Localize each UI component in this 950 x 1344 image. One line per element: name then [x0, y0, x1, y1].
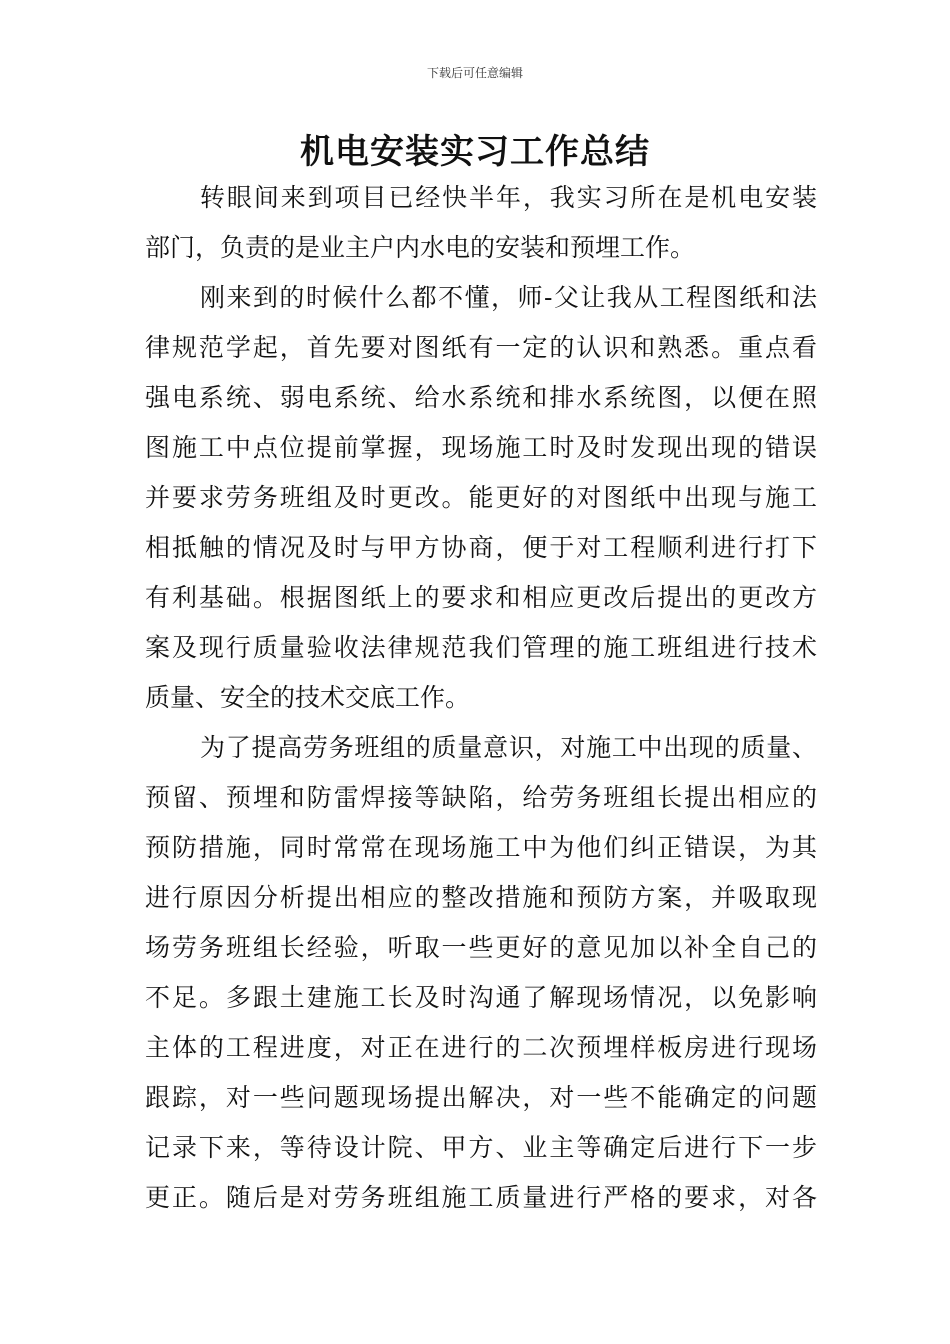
paragraph-line: 刚来到的时候什么都不懂，师-父让我从工程图纸和法 — [200, 283, 817, 312]
paragraph-line: 有利基础。根据图纸上的要求和相应更改后提出的更改方 — [145, 583, 817, 612]
paragraph-1 — [145, 173, 817, 273]
paragraph-line: 记录下来，等待设计院、甲方、业主等确定后进行下一步 — [145, 1133, 817, 1162]
paragraph-3 — [145, 723, 817, 1223]
paragraph-line: 进行原因分析提出相应的整改措施和预防方案，并吸取现 — [145, 883, 817, 912]
paragraph-line: 律规范学起，首先要对图纸有一定的认识和熟悉。重点看 — [145, 333, 817, 362]
paragraph-line: 跟踪，对一些问题现场提出解决，对一些不能确定的问题 — [145, 1083, 817, 1112]
paragraph-line: 预留、预埋和防雷焊接等缺陷，给劳务班组长提出相应的 — [145, 783, 817, 812]
document-title: 机电安装实习工作总结 — [300, 132, 650, 172]
paragraph-line: 并要求劳务班组及时更改。能更好的对图纸中出现与施工 — [145, 483, 817, 512]
paragraph-line: 部门，负责的是业主户内水电的安装和预埋工作。 — [145, 233, 696, 262]
paragraph-line: 相抵触的情况及时与甲方协商，便于对工程顺利进行打下 — [145, 533, 817, 562]
document-body — [145, 173, 817, 1223]
paragraph-line: 不足。多跟土建施工长及时沟通了解现场情况，以免影响 — [145, 983, 817, 1012]
paragraph-line: 更正。随后是对劳务班组施工质量进行严格的要求，对各 — [145, 1183, 817, 1212]
paragraph-line: 强电系统、弱电系统、给水系统和排水系统图，以便在照 — [145, 383, 817, 412]
paragraph-line: 场劳务班组长经验，听取一些更好的意见加以补全自己的 — [145, 933, 817, 962]
paragraph-line: 质量、安全的技术交底工作。 — [145, 683, 471, 712]
paragraph-line: 主体的工程进度，对正在进行的二次预埋样板房进行现场 — [145, 1033, 817, 1062]
page-header-note: 下载后可任意编辑 — [426, 66, 523, 80]
paragraph-line: 转眼间来到项目已经快半年，我实习所在是机电安装 — [200, 183, 817, 212]
paragraph-line: 案及现行质量验收法律规范我们管理的施工班组进行技术 — [145, 633, 817, 662]
paragraph-line: 图施工中点位提前掌握，现场施工时及时发现出现的错误 — [145, 433, 817, 462]
paragraph-line: 为了提高劳务班组的质量意识，对施工中出现的质量、 — [200, 733, 817, 762]
paragraph-line: 预防措施，同时常常在现场施工中为他们纠正错误，为其 — [145, 833, 817, 862]
paragraph-2 — [145, 273, 817, 723]
